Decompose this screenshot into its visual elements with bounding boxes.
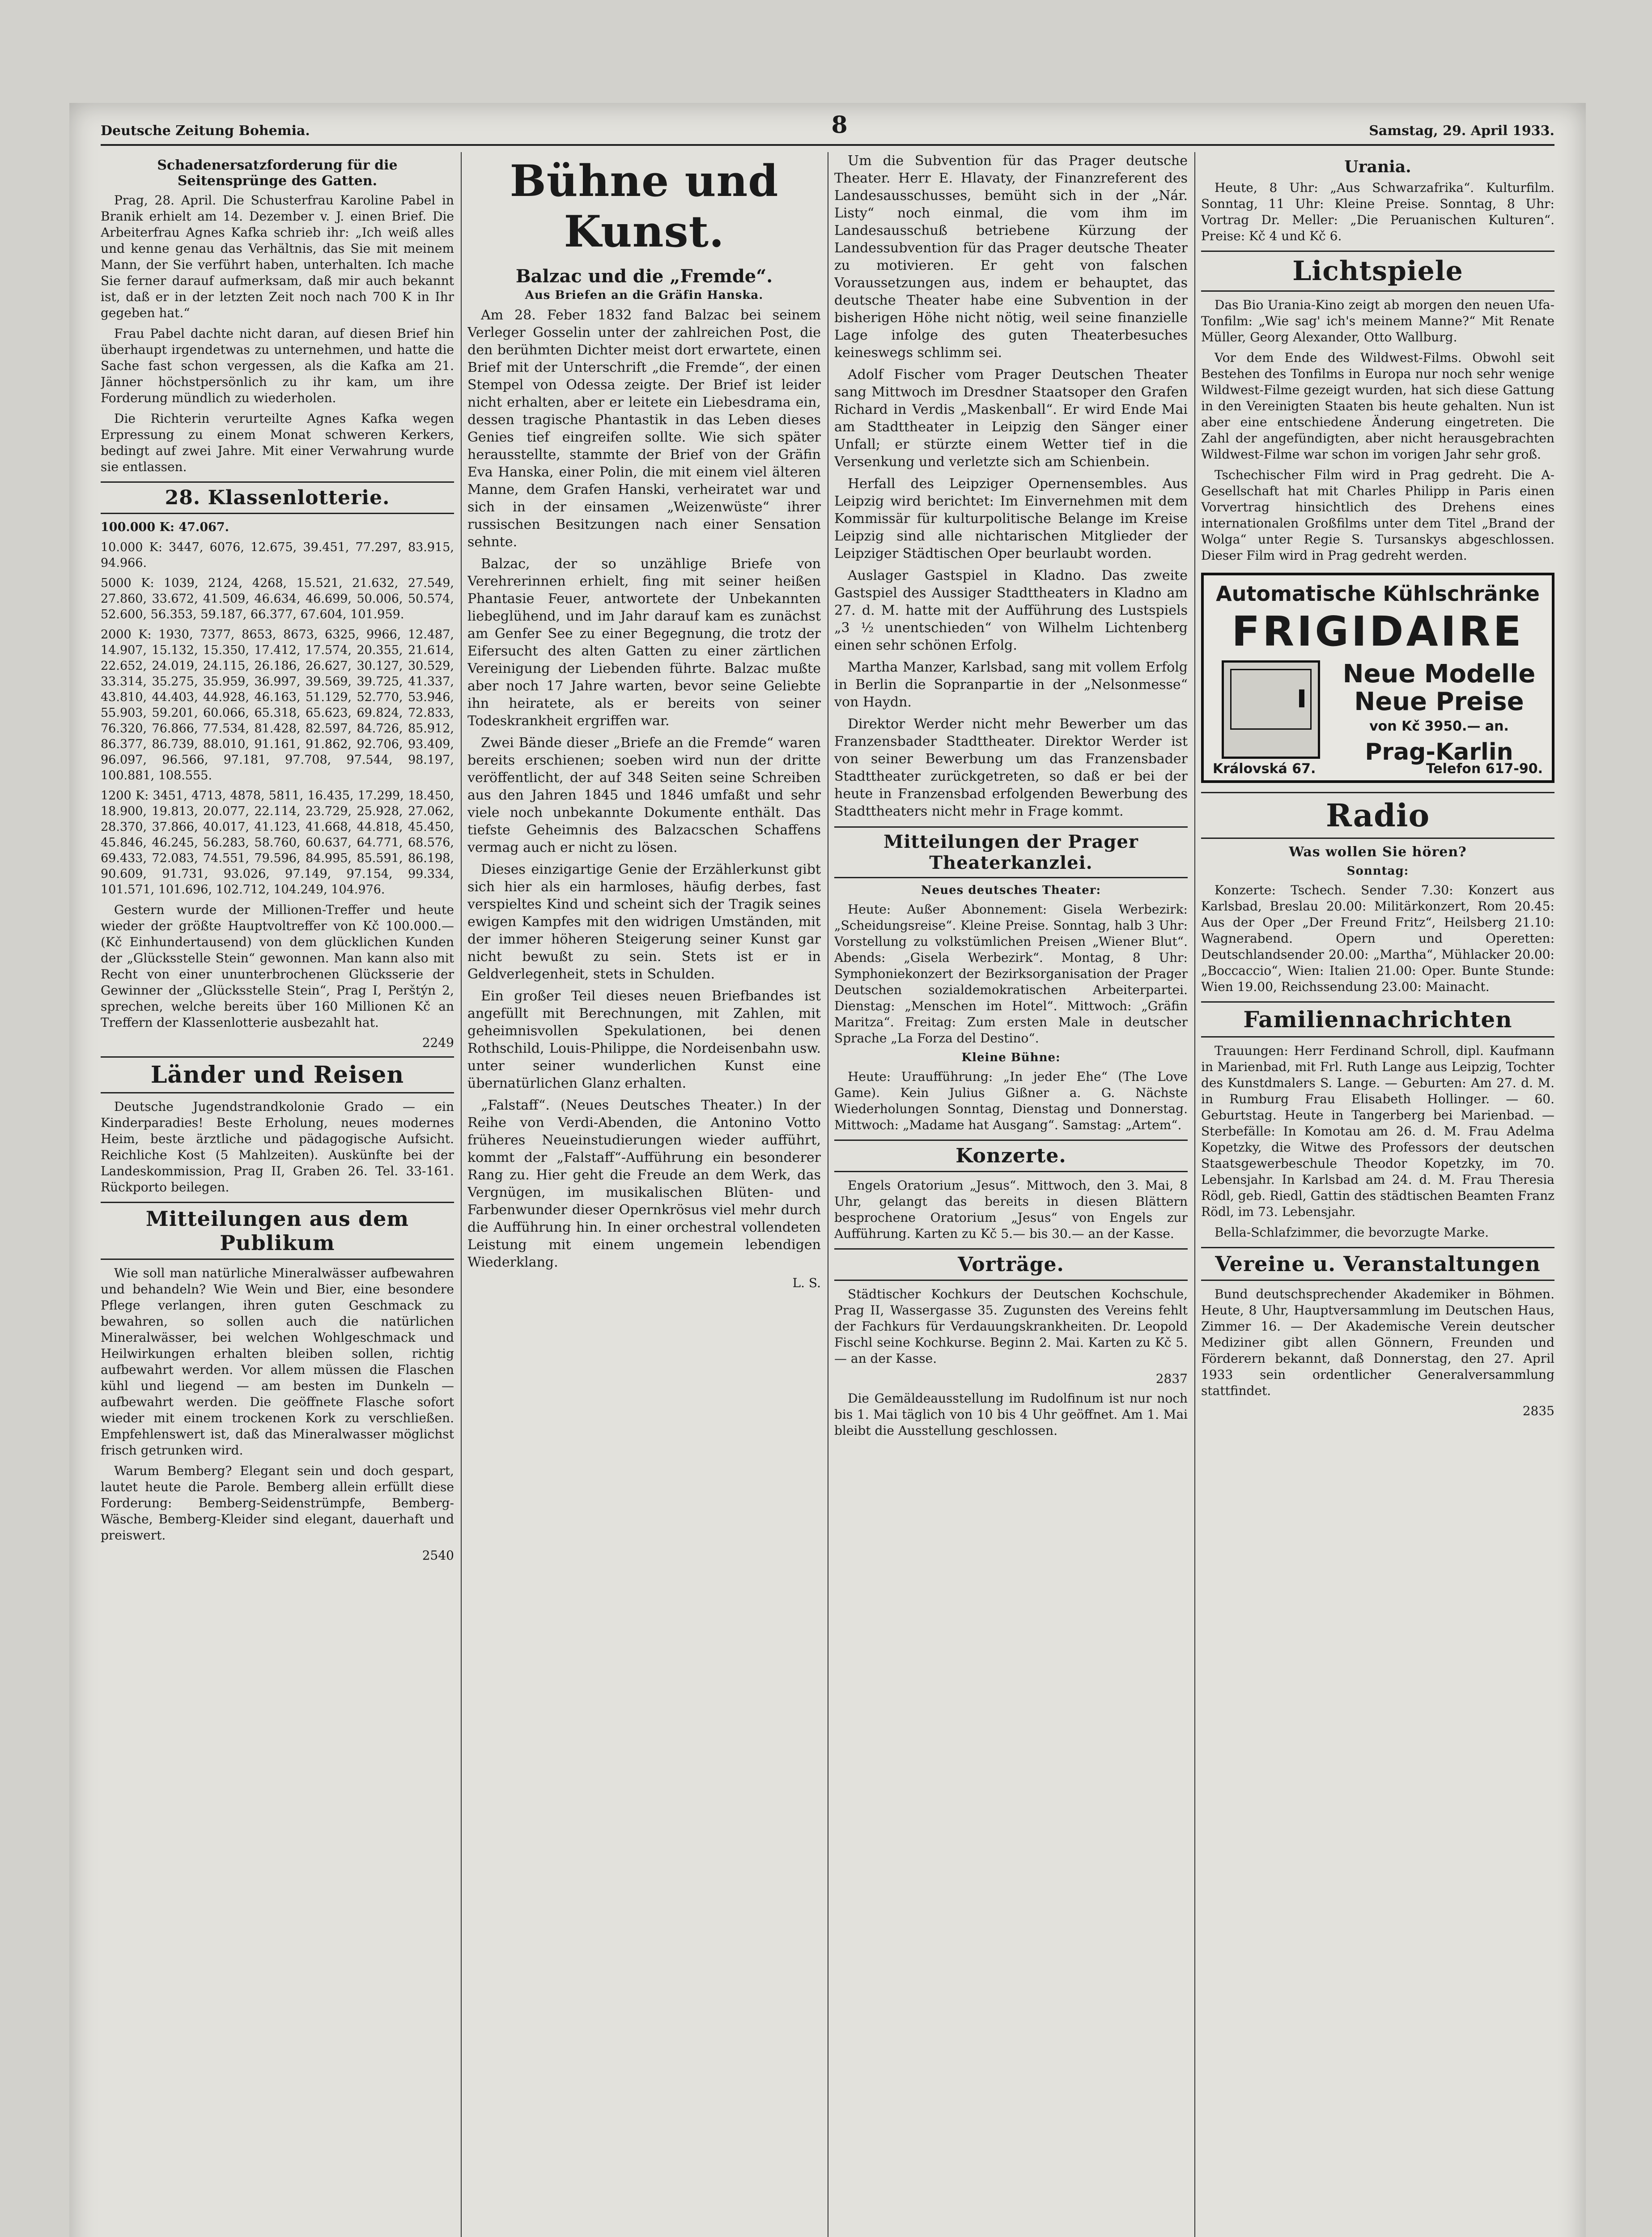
column-divider bbox=[1194, 152, 1195, 2237]
article-paragraph: Balzac, der so unzählige Briefe von Verehrerinnen erhielt, fing mit seiner heißen Phantasie Feuer, antwortete der Unbekannten liebeglühend, und im Jahr darauf kam es zunächst am Genfer See zu einer Begegnung, die trotz der Eifersucht des alten Gatten zu einer zärtlichen Vereinigung der Liebenden führte. Balzac mußte aber noch 17 Jahre warten, bevor seine Geliebte ihn heiratete, als er bereits von seiner Todeskrankheit ergriffen war. bbox=[467, 556, 821, 729]
article-paragraph: Deutsche Jugendstrandkolonie Grado — ein Kinderparadies! Beste Erholung, neues modernes Heim, beste ärztliche und pädagogische Aufsicht. Reichliche Kost (5 Mahlzeiten). Auskünfte bei der Landeskommission, Prag II, Graben 26. Tel. 33-161. Rückporto beilegen. bbox=[101, 1099, 454, 1195]
lottery-row: 1200 K: 3451, 4713, 4878, 5811, 16.435, 17.299, 18.450, 18.900, 19.813, 20.077, 22.114, 23.729, 25.928, 27.062, 28.370, 37.866, 40.017, 41.123, 41.668, 44.818, 45.450, 45.846, 46.245, 56.283, 58.760, 60.637, 64.771, 68.576, 69.433, 72.083, 74.551, 79.596, 84.995, 85.591, 86.198, 90.609, 91.731, 93.026, 97.149, 97.154, 99.334, 101.571, 101.696, 102.712, 104.249, 104.976. bbox=[101, 789, 454, 897]
article-paragraph: Adolf Fischer vom Prager Deutschen Theater sang Mittwoch im Dresdner Staatsoper den Grafen Richard in Verdis „Maskenball“. Er wird Ende Mai am Stadttheater in Leipzig den Sänger einer Unfall; er stürzte einem Wetter tief in die Versenkung und verletzte sich am Schienbein. bbox=[834, 367, 1188, 470]
lottery-row: 2000 K: 1930, 7377, 8653, 8673, 6325, 9966, 12.487, 14.907, 15.132, 15.350, 17.412, 17.574, 20.355, 21.614, 22.652, 24.019, 24.115, 26.186, 26.627, 30.127, 30.529, 33.314, 35.275, 35.959, 36.997, 39.569, 39.725, 41.337, 43.810, 44.403, 44.928, 46.163, 51.129, 52.770, 53.946, 55.903, 59.201, 60.066, 65.318, 65.623, 69.824, 72.833, 76.320, 76.866, 77.534, 81.428, 82.597, 84.726, 85.912, 86.377, 86.739, 88.010, 91.161, 91.862, 92.706, 93.409, 96.097, 96.566, 97.181, 97.708, 97.544, 98.197, 100.881, 108.555. bbox=[101, 628, 454, 783]
masthead bbox=[101, 112, 1554, 139]
article-paragraph: Am 28. Feber 1832 fand Balzac bei seinem Verleger Gosselin unter der zahlreichen Post, die den berühmten Dichter meist dort erwartete, einen Brief mit der Unterschrift „die Fremde“, der einen Stempel von Odessa zeigte. Der Brief ist leider nicht erhalten, aber er leitete ein Liebesdrama ein, dessen tragische Phantastik in das Leben dieses Genies tief eingreifen sollte. Wie sich später herausstellte, stammte der Brief von der Gräfin Eva Hanska, einer Polin, die mit einem viel älteren Manne, dem Grafen Hanski, verheiratet war und sich in der einsamen „Weizenwüste“ ihrer russischen Besitzungen nach einer Sensation sehnte. bbox=[467, 307, 821, 550]
article-paragraph: Städtischer Kochkurs der Deutschen Kochschule, Prag II, Wassergasse 35. Zugunsten des Vereins fehlt der Fachkurs für Verdauungskrankheiten. Dr. Leopold Fischl seine Kochkurse. Beginn 2. Mai. Karten zu Kč 5.— an der Kasse. bbox=[834, 1287, 1188, 1366]
ad-code: 2837 bbox=[1155, 1371, 1188, 1386]
article-subheadline: Aus Briefen an die Gräfin Hanska. bbox=[525, 289, 764, 302]
section-konzerte: Konzerte. bbox=[834, 1140, 1188, 1172]
article-paragraph: Auslager Gastspiel in Kladno. Das zweite Gastspiel des Aussiger Stadttheaters in Kladno am 27. d. M. hatte mit der Aufführung des Lustspiels „3 ½ unentschieden“ von Wilhelm Lichtenberg einen sehr schönen Erfolg. bbox=[834, 568, 1188, 653]
column-divider bbox=[461, 152, 462, 2237]
issue-date: Samstag, 29. April 1933. bbox=[1369, 123, 1554, 139]
author-signature: L. S. bbox=[792, 1276, 821, 1290]
article-paragraph: Tschechischer Film wird in Prag gedreht. Die A-Gesellschaft hat mit Charles Philipp in Paris einen Vorvertrag hinsichtlich des Drehens eines internationalen Großfilms unter dem Titel „Brand der Wolga“ unter Regie S. Tursanskys abgeschlossen. Dieser Film wird in Prag gedreht werden. bbox=[1201, 468, 1554, 563]
article-paragraph: Bund deutschsprechender Akademiker in Böhmen. Heute, 8 Uhr, Hauptversammlung im Deutschen Haus, Zimmer 16. — Der Akademische Verein deutscher Mediziner gibt allen Gönnern, Freunden und Förderern bekannt, daß Donnerstag, den 27. April 1933 sein ordentlicher Generalversammlung stattfindet. bbox=[1201, 1287, 1554, 1398]
column-4 bbox=[1201, 152, 1554, 2237]
section-vortraege: Vorträge. bbox=[834, 1248, 1188, 1281]
newspaper-page bbox=[69, 103, 1586, 2237]
section-travel: Länder und Reisen bbox=[101, 1056, 454, 1093]
section-lichtspiele: Lichtspiele bbox=[1201, 251, 1554, 292]
article-headline: Balzac und die „Fremde“. bbox=[515, 266, 773, 287]
ad-code: 2835 bbox=[1522, 1403, 1554, 1418]
section-public: Mitteilungen aus dem Publikum bbox=[101, 1202, 454, 1260]
radio-program: Konzerte: Tschech. Sender 7.30: Konzert aus Karlsbad, Breslau 20.00: Militärkonzert, Rom 20.45: Aus der Oper „Der Freund Fritz“, Heilsberg 21.10: Wagnerabend. Opern und Operetten: Deutschlandsender 20.00: „Martha“, Mühlacker 20.00: „Boccaccio“, Wien: Italien 21.00: Oper. Bunte Stunde: Wien 19.00, Reichssendung 23.00: Mainacht. bbox=[1201, 883, 1554, 994]
article-headline: Schadenersatzforderung für die Seitensprünge des Gatten. bbox=[157, 157, 398, 189]
paper-name: Deutsche Zeitung Bohemia. bbox=[101, 123, 310, 139]
article-paragraph: Frau Pabel dachte nicht daran, auf diesen Brief hin überhaupt irgendetwas zu unternehmen, und hatte die Sache fast schon vergessen, als die Kafka am 21. Jänner höchstpersönlich zu ihr kam, um ihre Forderung mündlich zu wiederholen. bbox=[101, 326, 454, 405]
masthead-rule bbox=[101, 144, 1554, 146]
section-theater: Mitteilungen der Prager Theaterkanzlei. bbox=[834, 826, 1188, 878]
article-paragraph: Zwei Bände dieser „Briefe an die Fremde“ waren bereits erschienen; soeben wird nun der dritte veröffentlicht, der auf 348 Seiten seine Schreiben aus den Jahren 1845 und 1846 umfaßt und sehr viele noch unbekannte Dokumente enthält. Das tiefste Geheimnis des Balzacschen Schaffens vermag auch er nicht zu lösen. bbox=[467, 735, 821, 855]
ad-price: von Kč 3950.— an. bbox=[1369, 719, 1509, 734]
article-paragraph: Trauungen: Herr Ferdinand Schroll, dipl. Kaufmann in Marienbad, mit Frl. Ruth Lange aus Leipzig, Tochter des Kunstdmalers S. Lange. — Geburten: Am 27. d. M. in Rumburg Frau Elisabeth Hollinger. — 60. Geburtstag. Heute in Tangerberg bei Marienbad. — Sterbefälle: In Komotau am 26. d. M. Frau Adelma Kopetzky, die Witwe des Professors der deutschen Staatsgewerbeschule Theodor Kopetzky, im 70. Lebensjahr. In Karlsbad am 24. d. M. Frau Theresia Rödl, geb. Riedl, Gattin des städtischen Beamten Franz Rödl, im 73. Lebensjahr. bbox=[1201, 1043, 1554, 1219]
column-3 bbox=[834, 152, 1188, 2237]
column-2 bbox=[467, 152, 821, 2237]
radio-subhead: Was wollen Sie hören? bbox=[1289, 844, 1467, 860]
section-urania: Urania. bbox=[1344, 157, 1411, 176]
article-paragraph: Warum Bemberg? Elegant sein und doch gespart, lautet heute die Parole. Bemberg allein erfüllt diese Forderung: Bemberg-Seidenstrümpfe, Bemberg-Wäsche, Bemberg-Kleider sind elegant, dauerhaft und preiswert. bbox=[101, 1463, 454, 1543]
article-paragraph: Herfall des Leipziger Opernensembles. Aus Leipzig wird berichtet: Im Einvernehmen mit dem Kommissär für kulturpolitische Belange im Kreise Leipzig sind alle nichtarischen Mitglieder der Leipziger Städtischen Oper beurlaubt worden. bbox=[834, 476, 1188, 561]
article-paragraph: „Falstaff“. (Neues Deutsches Theater.) In der Reihe von Verdi-Abenden, die Antonino Votto früheres Neueinstudierungen wieder aufführt, kommt der „Falstaff“-Aufführung ein besonderer Rang zu. Hier geht die Freude an dem Werk, das Vergnügen, im musikalischen Blüten- und Farbenwunder dieser Opernkrösus viel mehr durch die Aufführung hin. In einer orchestral vollendeten Leistung mit einem ungemein lebendigen Wiederklang. bbox=[467, 1097, 821, 1270]
article-paragraph: Prag, 28. April. Die Schusterfrau Karoline Pabel in Branik erhielt am 14. Dezember v. J. einen Brief. Die Arbeiterfrau Agnes Kafka schrieb ihr: „Ich weiß alles und kenne genau das Verhältnis, das Sie mit meinem Mann, der Sie verführt haben, unterhalten. Ich mache Sie ferner darauf aufmerksam, daß mir auch bekannt ist, daß er in der letzten Zeit noch nach 700 K in Ihr gegeben hat.“ bbox=[101, 193, 454, 320]
page-number: 8 bbox=[831, 111, 848, 139]
article-paragraph: Das Bio Urania-Kino zeigt ab morgen den neuen Ufa-Tonfilm: „Wie sag' ich's meinem Manne?“ Mit Renate Müller, Georg Alexander, Otto Wallburg. bbox=[1201, 298, 1554, 344]
section-vereine: Vereine u. Veranstaltungen bbox=[1201, 1247, 1554, 1281]
column-1 bbox=[101, 152, 454, 2237]
refrigerator-icon bbox=[1222, 660, 1320, 759]
article-paragraph: Vor dem Ende des Wildwest-Films. Obwohl seit Bestehen des Tonfilms in Europa nur noch sehr wenige Wildwest-Filme gezeigt wurden, hat sich diese Gattung in den Vereinigten Staaten bis heute gehalten. Nun ist aber eine entschiedene Änderung eingetreten. Die Zahl der angefündigten, aber nicht herausgebrachten Wildwest-Filme war schon im vorigen Jahr sehr groß. bbox=[1201, 350, 1554, 462]
theater-subhead: Neues deutsches Theater: bbox=[921, 884, 1101, 897]
article-paragraph: Martha Manzer, Karlsbad, sang mit vollem Erfolg in Berlin die Sopranpartie in der „Nelsonmesse“ von Haydn. bbox=[834, 659, 1188, 710]
ad-brand: FRIGIDAIRE bbox=[1232, 608, 1524, 655]
lottery-row: 5000 K: 1039, 2124, 4268, 15.521, 21.632, 27.549, 27.860, 33.672, 41.509, 46.634, 46.699, 50.006, 50.574, 52.600, 56.353, 59.187, 66.377, 67.604, 101.959. bbox=[101, 576, 454, 621]
article-paragraph: Ein großer Teil dieses neuen Briefbandes ist angefüllt mit Berechnungen, mit Zahlen, mit geheimnisvollen Spekulationen, bei denen Rothschild, Louis-Philippe, die Nordeisenbahn usw. unter seiner wunderlichen Kunst eine übernatürlichen Glanz erhalten. bbox=[467, 988, 821, 1091]
ad-code: 2249 bbox=[422, 1035, 454, 1050]
ad-tagline: Automatische Kühlschränke bbox=[1216, 582, 1540, 606]
section-lottery: 28. Klassenlotterie. bbox=[101, 481, 454, 514]
article-paragraph: Die Gemäldeausstellung im Rudolfinum ist nur noch bis 1. Mai täglich von 10 bis 4 Uhr geöffnet. Am 1. Mai bleibt die Ausstellung geschlossen. bbox=[834, 1391, 1188, 1438]
theater-subhead: Kleine Bühne: bbox=[961, 1051, 1061, 1064]
theater-program: Heute: Uraufführung: „In jeder Ehe“ (The Love Game). Kein Julius Gißner a. G. Nächste Wiederholungen Sonntag, Dienstag und Donnerstag. Mittwoch: „Madame hat Ausgang“. Samstag: „Artem“. bbox=[834, 1069, 1188, 1132]
ad-code: 2540 bbox=[422, 1548, 454, 1563]
ad-new-models: Neue Modelle bbox=[1342, 659, 1536, 689]
radio-day: Sonntag: bbox=[1346, 864, 1409, 878]
lottery-row: 10.000 K: 3447, 6076, 12.675, 39.451, 77.297, 83.915, 94.966. bbox=[101, 540, 454, 570]
section-radio: Radio bbox=[1201, 792, 1554, 839]
article-paragraph: Gestern wurde der Millionen-Treffer und heute wieder der größte Hauptvoltreffer von Kč 100.000.— (Kč Einhundertausend) von dem glücklichen Kunden der „Glücksstelle Stein“ gewonnen. Man kann also mit Recht von einer ununterbrochenen Glücksserie der Gewinner der „Glücksstelle Stein“, Prag I, Perštýn 2, sprechen, welche bereits über 160 Millionen Kč an Treffern der Klassenlotterie ausbezahlt hat. bbox=[101, 902, 454, 1030]
theater-program: Heute: Außer Abonnement: Gisela Werbezirk: „Scheidungsreise“. Kleine Preise. Sonntag, halb 3 Uhr: Vorstellung zu volkstümlichen Preisen „Wiener Blut“. Abends: „Gisela Werbezirk“. Montag, 8 Uhr: Symphoniekonzert der Bezirksorganisation der Prager Deutschen sozialdemokratischen Arbeiterpartei. Dienstag: „Menschen im Hotel“. Mittwoch: „Gräfin Maritza“. Freitag: Zum ersten Male in deutscher Sprache „La Forza del Destino“. bbox=[834, 902, 1188, 1046]
lottery-row: 100.000 K: 47.067. bbox=[101, 520, 229, 534]
article-paragraph: Heute, 8 Uhr: „Aus Schwarzafrika“. Kulturfilm. Sonntag, 11 Uhr: Kleine Preise. Sonntag, 8 Uhr: Vortrag Dr. Meller: „Die Peruanischen Kulturen“. Preise: Kč 4 und Kč 6. bbox=[1201, 180, 1554, 243]
section-family: Familiennachrichten bbox=[1201, 1001, 1554, 1038]
section-buehne: Bühne und Kunst. bbox=[510, 156, 779, 257]
article-paragraph: Die Richterin verurteilte Agnes Kafka wegen Erpressung zu einem Monat schweren Kerkers, bedingt auf zwei Jahre. Mit einer Verwahrung wurde sie entlassen. bbox=[101, 411, 454, 474]
article-paragraph: Bella-Schlafzimmer, die bevorzugte Marke. bbox=[1215, 1225, 1489, 1240]
article-paragraph: Engels Oratorium „Jesus“. Mittwoch, den 3. Mai, 8 Uhr, gelangt das bereits in diesen Blättern besprochene Oratorium „Jesus“ von Engels zur Aufführung. Karten zu Kč 5.— bis 30.— an der Kasse. bbox=[834, 1178, 1188, 1241]
frigidaire-advertisement bbox=[1201, 573, 1554, 783]
article-paragraph: Direktor Werder nicht mehr Bewerber um das Franzensbader Stadttheater. Direktor Werder ist von seiner Bewerbung um das Franzensbader Stadttheater zurückgetreten, so daß er bei der heute in Franzensbad erfolgenden Bewerbung des Stadttheaters nicht mehr in Frage kommt. bbox=[834, 716, 1188, 819]
article-paragraph: Dieses einzigartige Genie der Erzählerkunst gibt sich hier als ein harmloses, häufig derbes, fast verspieltes Kind und scheint sich der Tragik seines ewigen Kampfes mit den widrigen Umständen, mit der immer höheren Steigerung seiner Kunst gar nicht bewußt zu sein. Stets ist er in Geldverlegenheit, stets in Schulden. bbox=[467, 862, 821, 982]
ad-address: Královská 67. bbox=[1213, 761, 1316, 777]
ad-new-prices: Neue Preise bbox=[1354, 687, 1524, 716]
ad-firm: Prag-Karlin bbox=[1365, 739, 1513, 766]
article-paragraph: Um die Subvention für das Prager deutsche Theater. Herr E. Hlavaty, der Finanzreferent des Landesausschusses, bemüht sich in der „Nár. Listy“ noch einmal, die vom ihm im Landesausschuß betriebene Kürzung der Landessubvention für das Prager deutsche Theater zu motivieren. Er geht von falschen Voraussetzungen aus, indem er behauptet, das deutsche Theater habe eine Subvention in der bisherigen Höhe nicht nötig, weil seine finanzielle Lage infolge des guten Theaterbesuches keineswegs schlimm sei. bbox=[834, 153, 1188, 361]
ad-phone: Telefon 617-90. bbox=[1426, 761, 1543, 777]
article-paragraph: Wie soll man natürliche Mineralwässer aufbewahren und behandeln? Wie Wein und Bier, eine besondere Pflege verlangen, ihren guten Geschmack zu bewahren, so sollen auch die natürlichen Mineralwässer, bei welchen Wohlgeschmack und Heilwirkungen erhalten bleiben sollen, richtig aufbewahrt werden. Vor allem müssen die Flaschen kühl und liegend — am besten im Dunkeln — aufbewahrt werden. Die geöffnete Flasche sofort wieder mit einem trockenen Kork zu verschließen. Empfehlenswert ist, daß das Mineralwasser möglichst frisch getrunken wird. bbox=[101, 1266, 454, 1458]
